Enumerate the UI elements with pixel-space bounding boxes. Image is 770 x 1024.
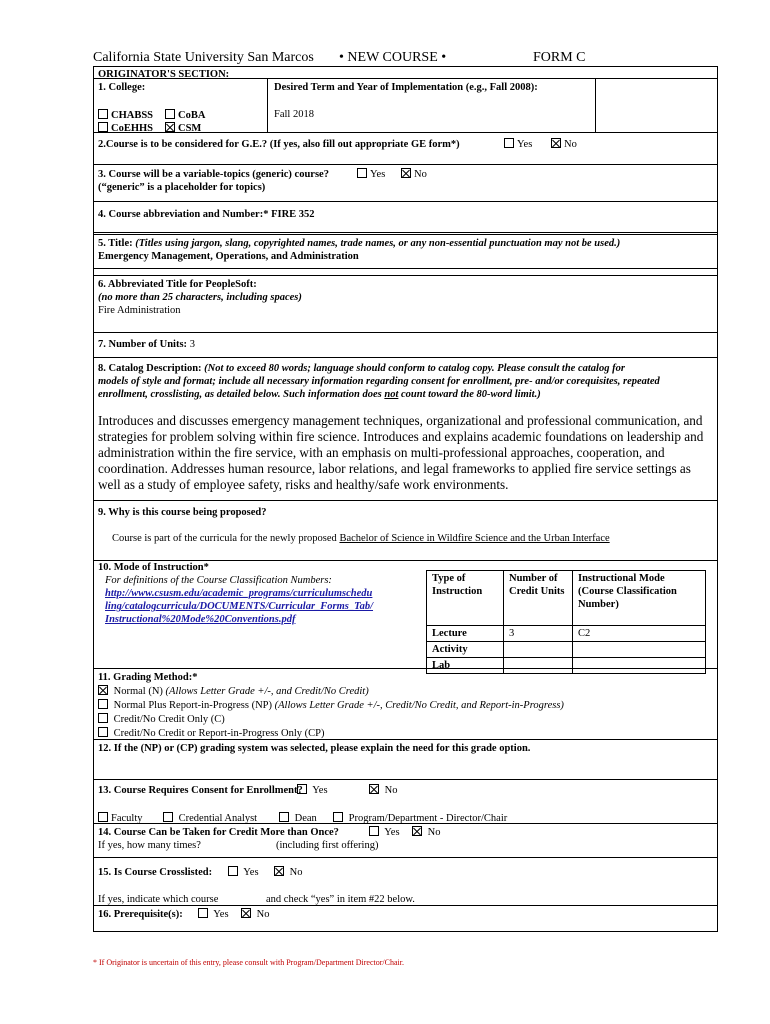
- q10-note: For definitions of the Course Classification Numbers:: [105, 575, 332, 586]
- checkbox-consent-credential-analyst[interactable]: [163, 812, 173, 822]
- checkbox-q11-cp[interactable]: [98, 727, 108, 737]
- q3-no[interactable]: No: [401, 168, 427, 181]
- q2-label: 2.Course is to be considered for G.E.? (If yes, also fill out appropriate GE form*): [98, 139, 460, 150]
- desired-term-label: Desired Term and Year of Implementation (e.g., Fall 2008):: [274, 82, 538, 93]
- checkbox-consent-director[interactable]: [333, 812, 343, 822]
- q6-label: 6. Abbreviated Title for PeopleSoft:: [98, 279, 257, 290]
- row-units[interactable]: 3: [504, 626, 573, 642]
- q12-label: 12. If the (NP) or (CP) grading system was selected, please explain the need for this grade option.: [98, 743, 531, 754]
- form-title: • NEW COURSE •: [339, 50, 447, 65]
- q15-label: 15. Is Course Crosslisted:: [98, 867, 213, 878]
- course-form: [93, 66, 718, 932]
- table-row: [427, 658, 706, 674]
- q13-yes[interactable]: Yes: [297, 784, 328, 797]
- q10-link-line3[interactable]: Instructional%20Mode%20Conventions.pdf: [105, 614, 296, 625]
- checkbox-q15-yes[interactable]: [228, 866, 238, 876]
- q3-note: (“generic” is a placeholder for topics): [98, 182, 266, 193]
- q8-note-line3: enrollment, crosslisting, as detailed below. Such information does not count toward the 80-word limit.): [98, 389, 541, 400]
- q9-label: 9. Why is this course being proposed?: [98, 507, 267, 518]
- q4-value: FIRE 352: [271, 209, 315, 220]
- college-option-csm[interactable]: CSM: [165, 122, 201, 135]
- row-mode[interactable]: [573, 658, 706, 674]
- table-row: [427, 626, 706, 642]
- q9-value: Course is part of the curricula for the newly proposed Bachelor of Science in Wildfire Science and the Urban Interface: [112, 533, 610, 544]
- row-units[interactable]: [504, 658, 573, 674]
- q13-label: 13. Course Requires Consent for Enrollment?: [98, 785, 303, 796]
- college-option-coba[interactable]: CoBA: [165, 109, 205, 122]
- q14-no[interactable]: No: [412, 826, 440, 839]
- row-units[interactable]: [504, 642, 573, 658]
- q14-label: 14. Course Can be Taken for Credit More than Once?: [98, 827, 339, 838]
- college-label: 1. College:: [98, 82, 146, 93]
- originator-section-label: ORIGINATOR'S SECTION:: [98, 69, 230, 80]
- college-option-chabss[interactable]: CHABSS: [98, 109, 153, 122]
- row-mode[interactable]: [573, 642, 706, 658]
- q15-check: and check “yes” in item #22 below.: [266, 894, 415, 905]
- q13-consent-director[interactable]: Program/Department - Director/Chair: [333, 812, 507, 825]
- checkbox-q14-no[interactable]: [412, 826, 422, 836]
- checkbox-chabss[interactable]: [98, 109, 108, 119]
- q11-option-c[interactable]: Credit/No Credit Only (C): [98, 713, 225, 726]
- q5-value: Emergency Management, Operations, and Administration: [98, 251, 359, 262]
- q3-label: 3. Course will be a variable-topics (generic) course?: [98, 169, 329, 180]
- q8-note-line2: models of style and format; include all necessary information regarding consent for enrollment, pre- and/or corequisites, repeated: [98, 376, 660, 387]
- row-type: Lab: [427, 658, 504, 674]
- university-name: California State University San Marcos: [93, 50, 314, 65]
- desired-term-value: Fall 2018: [274, 109, 314, 120]
- q4-line: 4. Course abbreviation and Number:* FIRE 352: [98, 209, 315, 220]
- header-units: Number of Credit Units: [504, 571, 573, 626]
- checkbox-coehhs[interactable]: [98, 122, 108, 132]
- q13-consent-credential-analyst[interactable]: Credential Analyst: [163, 812, 257, 825]
- checkbox-csm[interactable]: [165, 122, 175, 132]
- q13-consent-dean[interactable]: Dean: [279, 812, 317, 825]
- form-id: FORM C: [533, 50, 586, 65]
- row-type: Lecture: [427, 626, 504, 642]
- footnote: * If Originator is uncertain of this entry, please consult with Program/Department Director/Chair.: [93, 958, 404, 967]
- q5-label-line: 5. Title: (Titles using jargon, slang, copyrighted names, trade names, or any non-essential punctuation may not be used.): [98, 238, 621, 249]
- instruction-mode-table: [426, 570, 706, 674]
- checkbox-q16-no[interactable]: [241, 908, 251, 918]
- checkbox-consent-faculty[interactable]: [98, 812, 108, 822]
- checkbox-q13-no[interactable]: [369, 784, 379, 794]
- q11-option-cp[interactable]: Credit/No Credit or Report-in-Progress Only (CP): [98, 727, 324, 740]
- q10-label: 10. Mode of Instruction*: [98, 562, 209, 573]
- table-header-row: [427, 571, 706, 626]
- checkbox-q14-yes[interactable]: [369, 826, 379, 836]
- q16-yes[interactable]: Yes: [198, 908, 229, 921]
- q15-no[interactable]: No: [274, 866, 302, 879]
- header-mode: Instructional Mode (Course Classification Number): [573, 571, 706, 626]
- q14-including: (including first offering): [276, 840, 379, 851]
- q10-link-line2[interactable]: ling/catalogcurricula/DOCUMENTS/Curricular_Forms_Tab/: [105, 601, 374, 612]
- q16-no[interactable]: No: [241, 908, 269, 921]
- q8-description: Introduces and discusses emergency management techniques, organizational and professional communication, and strategies for problem solving within fire science. Introduces and explains academic foundations on leadership and administration within the fire service, with an emphasis on multi-professional approaches, cooperation, and coordination. Addresses human resource, labor relations, and legal frameworks to applied fire service settings as well as a study of employee safety, risks and healthy/safe work environments.: [98, 413, 704, 492]
- q11-label: 11. Grading Method:*: [98, 672, 198, 683]
- checkbox-q3-yes[interactable]: [357, 168, 367, 178]
- checkbox-q2-no[interactable]: [551, 138, 561, 148]
- q10-link-line1[interactable]: http://www.csusm.edu/academic_programs/curriculumschedu: [105, 588, 373, 599]
- checkbox-q13-yes[interactable]: [297, 784, 307, 794]
- q7-line: 7. Number of Units: 3: [98, 339, 195, 350]
- row-type: Activity: [427, 642, 504, 658]
- q6-note: (no more than 25 characters, including spaces): [98, 292, 302, 303]
- q8-label-line: 8. Catalog Description: (Not to exceed 80 words; language should conform to catalog copy. Please consult the catalog for: [98, 363, 625, 374]
- q15-indicate: If yes, indicate which course: [98, 894, 219, 905]
- checkbox-q3-no[interactable]: [401, 168, 411, 178]
- q13-no[interactable]: No: [369, 784, 397, 797]
- checkbox-q11-np[interactable]: [98, 699, 108, 709]
- checkbox-coba[interactable]: [165, 109, 175, 119]
- checkbox-q11-c[interactable]: [98, 713, 108, 723]
- header-type: Type of Instruction: [427, 571, 504, 626]
- table-row: [427, 642, 706, 658]
- q14-how-many: If yes, how many times?: [98, 840, 201, 851]
- q6-value: Fire Administration: [98, 305, 181, 316]
- checkbox-q16-yes[interactable]: [198, 908, 208, 918]
- checkbox-q15-no[interactable]: [274, 866, 284, 876]
- checkbox-q11-normal[interactable]: [98, 685, 108, 695]
- q2-no[interactable]: No: [551, 138, 577, 151]
- q13-consent-faculty[interactable]: Faculty: [98, 812, 143, 825]
- q7-value: 3: [189, 339, 195, 350]
- q16-label: 16. Prerequisite(s):: [98, 909, 183, 920]
- checkbox-q2-yes[interactable]: [504, 138, 514, 148]
- q2-yes[interactable]: Yes: [504, 138, 532, 151]
- q11-option-np[interactable]: Normal Plus Report-in-Progress (NP) (Allows Letter Grade +/-, Credit/No Credit, and Report-in-Progress): [98, 699, 564, 712]
- q3-yes[interactable]: Yes: [357, 168, 385, 181]
- checkbox-consent-dean[interactable]: [279, 812, 289, 822]
- row-mode[interactable]: C2: [573, 626, 706, 642]
- college-option-coehhs[interactable]: CoEHHS: [98, 122, 153, 135]
- q11-option-normal[interactable]: Normal (N) (Allows Letter Grade +/-, and Credit/No Credit): [98, 685, 369, 698]
- q15-yes[interactable]: Yes: [228, 866, 259, 879]
- q14-yes[interactable]: Yes: [369, 826, 400, 839]
